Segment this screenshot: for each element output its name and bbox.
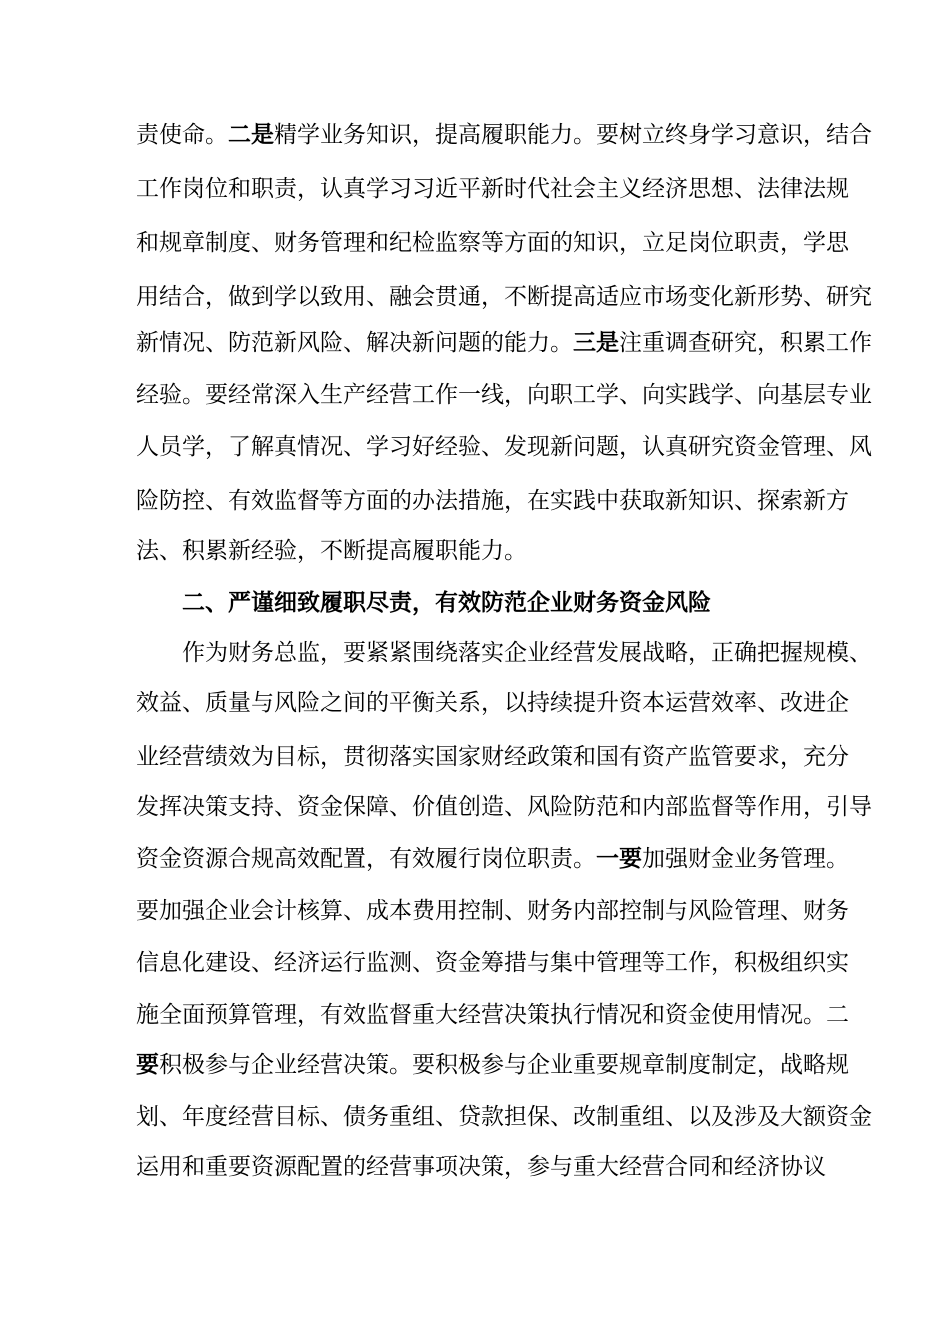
bold-marker: 二是 [228, 122, 274, 148]
paragraph-line: 施全面预算管理，有效监督重大经营决策执行情况和资金使用情况。二 [136, 1002, 849, 1028]
paragraph-line: 和规章制度、财务管理和纪检监察等方面的知识，立足岗位职责，学思 [136, 230, 849, 256]
paragraph-line: 工作岗位和职责，认真学习习近平新时代社会主义经济思想、法律法规 [136, 176, 849, 202]
paragraph-line: 作为财务总监，要紧紧围绕落实企业经营发展战略，正确把握规模、 [182, 640, 872, 666]
bold-marker: 三是 [573, 330, 619, 356]
paragraph-line: 效益、质量与风险之间的平衡关系，以持续提升资本运营效率、改进企 [136, 690, 849, 716]
bold-marker: 要 [136, 1052, 159, 1078]
paragraph-line: 业经营绩效为目标，贯彻落实国家财经政策和国有资产监管要求，充分 [136, 744, 849, 770]
paragraph-line: 信息化建设、经济运行监测、资金筹措与集中管理等工作，积极组织实 [136, 950, 849, 976]
bold-marker: 一要 [596, 846, 642, 872]
paragraph-line: 新情况、防范新风险、解决新问题的能力。三是注重调查研究，积累工作 [136, 330, 872, 356]
paragraph-line: 运用和重要资源配置的经营事项决策，参与重大经营合同和经济协议 [136, 1154, 826, 1180]
paragraph-line: 划、年度经营目标、债务重组、贷款担保、改制重组、以及涉及大额资金 [136, 1104, 872, 1130]
paragraph-line: 险防控、有效监督等方面的办法措施，在实践中获取新知识、探索新方 [136, 488, 849, 514]
paragraph-line: 法、积累新经验，不断提高履职能力。 [136, 538, 527, 564]
paragraph-line: 资金资源合规高效配置，有效履行岗位职责。一要加强财金业务管理。 [136, 846, 849, 872]
paragraph-line: 要加强企业会计核算、成本费用控制、财务内部控制与风险管理、财务 [136, 898, 849, 924]
paragraph-line: 人员学，了解真情况、学习好经验、发现新问题，认真研究资金管理、风 [136, 434, 872, 460]
section-heading: 二、严谨细致履职尽责，有效防范企业财务资金风险 [182, 590, 711, 616]
paragraph-line: 发挥决策支持、资金保障、价值创造、风险防范和内部监督等作用，引导 [136, 794, 872, 820]
paragraph-line: 要积极参与企业经营决策。要积极参与企业重要规章制度制定，战略规 [136, 1052, 849, 1078]
paragraph-line: 用结合，做到学以致用、融会贯通，不断提高适应市场变化新形势、研究 [136, 284, 872, 310]
paragraph-line: 责使命。二是精学业务知识，提高履职能力。要树立终身学习意识，结合 [136, 122, 872, 148]
paragraph-line: 经验。要经常深入生产经营工作一线，向职工学、向实践学、向基层专业 [136, 382, 872, 408]
